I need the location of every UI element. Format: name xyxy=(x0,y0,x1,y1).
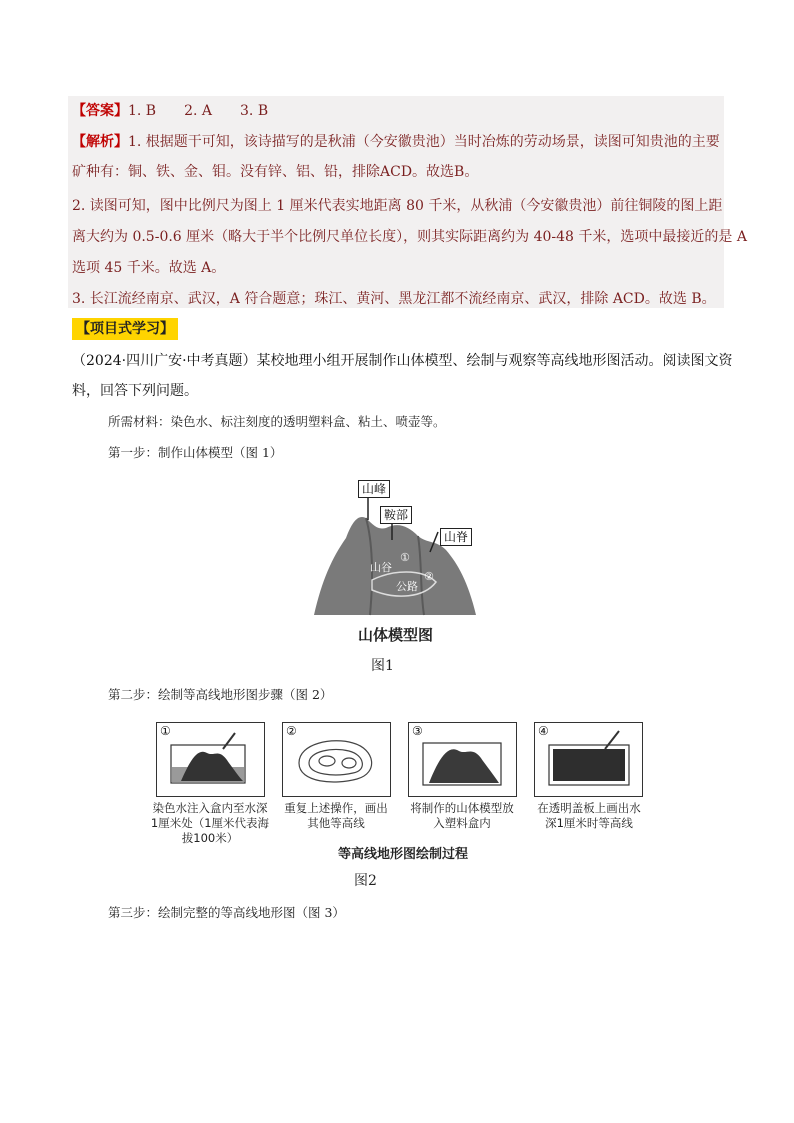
answer-tag: 【答案】 xyxy=(72,103,128,119)
project-intro-1: （2024·四川广安·中考真题）某校地理小组开展制作山体模型、绘制与观察等高线地形图活动。阅读图文资 xyxy=(72,353,733,369)
project-intro-2: 料，回答下列问题。 xyxy=(72,383,198,399)
label-saddle: 鞍部 xyxy=(380,506,412,524)
contour-lines-icon xyxy=(283,723,390,796)
analysis-line-5: 选项 45 千米。故选 A。 xyxy=(72,260,226,276)
label-marker-1: ① xyxy=(400,551,410,564)
step-caption-3: 将制作的山体模型放入塑料盒内 xyxy=(410,801,514,830)
project-tag: 【项目式学习】 xyxy=(72,318,178,340)
analysis-line-4: 离大约为 0.5-0.6 厘米（略大于半个比例尺单位长度），则其实际距离约为 40-48 千米，选项中最接近的是 A xyxy=(72,229,747,245)
analysis-line-6: 3. 长江流经南京、武汉，A 符合题意；珠江、黄河、黑龙江都不流经南京、武汉，排除 ACD。故选 B。 xyxy=(72,291,716,307)
label-peak: 山峰 xyxy=(358,480,390,498)
drawing-on-lid-icon xyxy=(535,723,642,796)
step-panel-1 xyxy=(156,722,265,797)
box-with-water-icon xyxy=(157,723,264,796)
step-number-2: ② xyxy=(286,724,297,738)
label-road: 公路 xyxy=(396,580,418,593)
materials-text: 所需材料：染色水、标注刻度的透明塑料盒、粘土、喷壶等。 xyxy=(108,414,446,429)
figure2-caption: 图2 xyxy=(354,873,377,889)
label-ridge: 山脊 xyxy=(440,528,472,546)
step-panel-2 xyxy=(282,722,391,797)
analysis-line-2: 矿种有：铜、铁、金、钼。没有锌、铝、铅，排除ACD。故选B。 xyxy=(72,164,479,180)
step-number-4: ④ xyxy=(538,724,549,738)
step-caption-4: 在透明盖板上画出水深1厘米时等高线 xyxy=(537,801,641,830)
analysis-text-1: 1. 根据题干可知，该诗描写的是秋浦（今安徽贵池）当时冶炼的劳动场景，读图可知贵池的主要 xyxy=(128,134,720,150)
label-marker-2: ② xyxy=(424,570,434,583)
answer-line xyxy=(72,101,268,121)
model-in-box-icon xyxy=(409,723,516,796)
step-number-3: ③ xyxy=(412,724,423,738)
analysis-line-3: 2. 读图可知，图中比例尺为图上 1 厘米代表实地距离 80 千米，从秋浦（今安徽贵池）前往铜陵的图上距 xyxy=(72,198,723,214)
step-panel-3 xyxy=(408,722,517,797)
step-number-1: ① xyxy=(160,724,171,738)
figure1-title: 山体模型图 xyxy=(358,626,434,644)
step1-text: 第一步：制作山体模型（图 1） xyxy=(108,445,283,460)
analysis-tag: 【解析】 xyxy=(72,134,128,150)
step-caption-2: 重复上述操作，画出其他等高线 xyxy=(284,801,388,830)
analysis-line-1 xyxy=(72,132,720,152)
figure1-caption: 图1 xyxy=(371,658,394,674)
step-caption-1: 染色水注入盒内至水深1厘米处（1厘米代表海拔100米） xyxy=(150,801,270,845)
figure2-title: 等高线地形图绘制过程 xyxy=(338,847,469,862)
answer-text: 1. B 2. A 3. B xyxy=(128,103,269,119)
label-valley: 山谷 xyxy=(370,561,392,574)
step-panel-4 xyxy=(534,722,643,797)
step3-text: 第三步：绘制完整的等高线地形图（图 3） xyxy=(108,905,345,920)
step2-text: 第二步：绘制等高线地形图步骤（图 2） xyxy=(108,687,333,702)
